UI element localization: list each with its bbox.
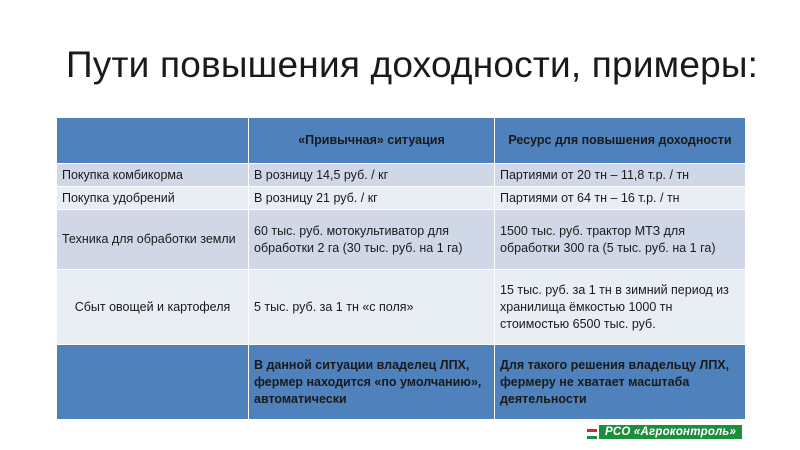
agrokontrol-logo <box>587 425 795 447</box>
comparison-table <box>56 117 746 420</box>
table-row <box>57 270 746 345</box>
table-cell: В розницу 21 руб. / кг <box>249 187 495 210</box>
table-cell: 5 тыс. руб. за 1 тн «с поля» <box>249 270 495 345</box>
table-cell: 60 тыс. руб. мотокультиватор для обработки 2 га (30 тыс. руб. на 1 га) <box>249 210 495 270</box>
table-cell: Покупка удобрений <box>57 187 249 210</box>
header-usual-situation: «Привычная» ситуация <box>249 118 495 164</box>
table-cell: Покупка комбикорма <box>57 164 249 187</box>
table-cell <box>57 345 249 420</box>
table-cell: 15 тыс. руб. за 1 тн в зимний период из хранилища ёмкостью 1000 тн стоимостью 6500 тыс. руб. <box>495 270 746 345</box>
table-row <box>57 187 746 210</box>
table-cell: В данной ситуации владелец ЛПХ, фермер находится «по умолчанию», автоматически <box>249 345 495 420</box>
table-cell: Партиями от 64 тн – 16 т.р. / тн <box>495 187 746 210</box>
table-cell: Сбыт овощей и картофеля <box>57 270 249 345</box>
header-profit-resource: Ресурс для повышения доходности <box>495 118 746 164</box>
table-header-row <box>57 118 746 164</box>
table-cell: Техника для обработки земли <box>57 210 249 270</box>
table-cell: Партиями от 20 тн – 11,8 т.р. / тн <box>495 164 746 187</box>
table-row <box>57 210 746 270</box>
flag-icon <box>587 425 597 439</box>
table-cell: 1500 тыс. руб. трактор МТЗ для обработки 300 га (5 тыс. руб. на 1 га) <box>495 210 746 270</box>
table-cell: Для такого решения владельцу ЛПХ, фермеру не хватает масштаба деятельности <box>495 345 746 420</box>
slide-title: Пути повышения доходности, примеры: <box>66 44 759 85</box>
table-row <box>57 164 746 187</box>
table-cell: В розницу 14,5 руб. / кг <box>249 164 495 187</box>
flag-stripe <box>587 436 597 440</box>
logo-text: РСО «Агроконтроль» <box>599 425 742 439</box>
table-summary-row <box>57 345 746 420</box>
header-empty <box>57 118 249 164</box>
